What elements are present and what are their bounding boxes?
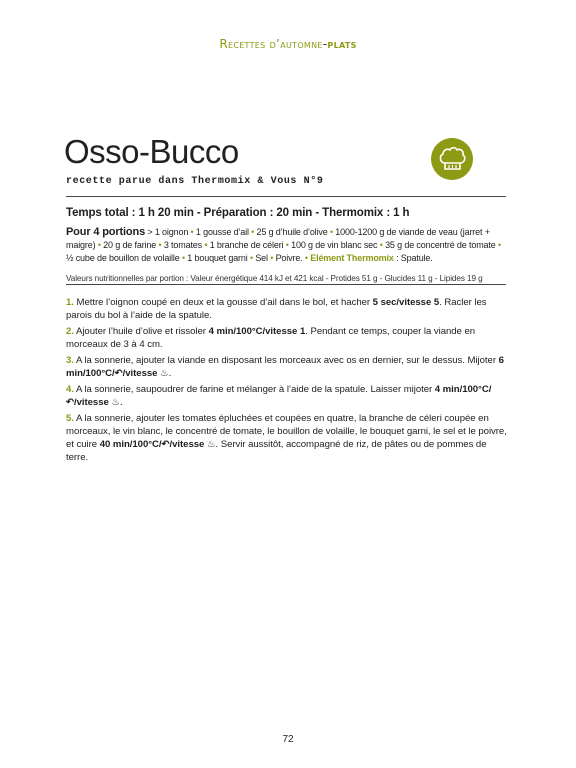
recipe-title: Osso-Bucco — [64, 133, 239, 170]
step-text: A la sonnerie, ajouter la viande en disposant les morceaux avec os en dernier, sur le dessus. Mijoter — [73, 355, 499, 366]
accessory-value: : Spatule. — [393, 253, 433, 263]
ingredient-item: 1000-1200 g de viande de veau (jarret + maigre) — [66, 227, 490, 250]
ingredient-item: 1 branche de céleri — [209, 240, 284, 250]
step-number: 2. — [66, 326, 74, 337]
ingredient-item: ½ cube de bouillon de volaille — [66, 253, 180, 263]
ingredient-bullet: • — [188, 227, 196, 237]
step-text: A la sonnerie, ajouter les tomates épluchées et coupées en quatre, la branche de céleri coupée en morceaux, le vin blanc, le concentré de tomate, le bouillon de volaille, le bouquet garni, le sel et le poivre, et cuire — [66, 413, 507, 450]
page-number: 72 — [282, 734, 294, 745]
running-header — [0, 37, 576, 51]
chef-hat-icon — [431, 138, 473, 180]
header-category: plats — [327, 37, 357, 51]
ingredient-item: 1 oignon — [154, 227, 189, 237]
step-text: . Racler les parois du bol à l’aide de la spatule. — [66, 297, 487, 321]
step-setting: 5 sec/vitesse 5 — [372, 297, 440, 308]
step-item — [66, 325, 509, 351]
ingredient-bullet: • — [202, 240, 210, 250]
step-setting: 4 min/100°C/vitesse 1 — [208, 326, 306, 337]
recipe-steps — [66, 296, 509, 467]
ingredient-item: Poivre. — [275, 253, 303, 263]
ingredient-bullet: • — [327, 227, 336, 237]
ingredient-item: 20 g de farine — [103, 240, 157, 250]
step-text: Mettre l’oignon coupé en deux et la gousse d’ail dans le bol, et hacher — [73, 297, 373, 308]
ingredient-bullet: • — [247, 253, 256, 263]
ingredient-bullet: • — [156, 240, 164, 250]
ingredient-item: 25 g d’huile d’olive — [256, 227, 328, 237]
step-text: . Pendant ce temps, couper la viande en morceaux de 3 à 4 cm. — [66, 326, 476, 350]
step-text: ♨. Servir aussitôt, accompagné de riz, de pâtes ou de pommes de terre. — [66, 439, 487, 463]
recipe-subtitle: recette parue dans Thermomix & Vous N°9 — [66, 176, 324, 187]
step-setting: 40 min/100°C/↶/vitesse — [99, 439, 207, 450]
recipe-meta — [66, 207, 508, 285]
ingredient-bullet: • — [179, 253, 188, 263]
ingredient-bullet: • — [267, 253, 276, 263]
portions-arrow: > — [145, 227, 155, 237]
ingredient-bullet: • — [283, 240, 292, 250]
meta-divider — [66, 284, 506, 285]
ingredient-item: 35 g de concentré de tomate — [385, 240, 496, 250]
title-divider — [66, 196, 506, 197]
step-text: ♨. — [111, 397, 123, 408]
step-number: 1. — [66, 297, 74, 308]
ingredients-list — [66, 226, 508, 265]
step-setting: 6 min/100°C/↶/vitesse — [66, 355, 504, 379]
step-text: Ajouter l’huile d’olive et rissoler — [73, 326, 209, 337]
step-setting: 4 min/100°C/↶/vitesse — [66, 384, 492, 408]
total-time: Temps total : 1 h 20 min - Préparation : 20 min - Thermomix : 1 h — [66, 207, 410, 219]
ingredient-bullet: • — [248, 227, 257, 237]
accessory-label: Elément Thermomix — [310, 253, 394, 263]
header-dash: - — [322, 37, 328, 51]
step-text: ♨. — [160, 368, 172, 379]
ingredient-bullet: • — [302, 253, 311, 263]
ingredient-bullet: • — [495, 240, 501, 250]
step-number: 3. — [66, 355, 74, 366]
portions-label: Pour 4 portions — [66, 226, 146, 238]
ingredient-item: 1 bouquet garni — [187, 253, 248, 263]
step-item — [66, 296, 509, 322]
ingredient-item: 100 g de vin blanc sec — [291, 240, 378, 250]
ingredient-bullet: • — [377, 240, 386, 250]
step-item — [66, 412, 509, 464]
ingredient-bullet: • — [95, 240, 104, 250]
step-number: 5. — [66, 413, 74, 424]
step-item — [66, 354, 509, 380]
step-item — [66, 383, 509, 409]
step-text: A la sonnerie, saupoudrer de farine et mélanger à l’aide de la spatule. Laisser mijoter — [73, 384, 435, 395]
ingredient-item: Sel — [255, 253, 268, 263]
header-section: Recettes d’automne — [219, 37, 323, 51]
ingredient-item: 3 tomates — [163, 240, 202, 250]
step-number: 4. — [66, 384, 74, 395]
nutrition-info: Valeurs nutritionnelles par portion : Valeur énergétique 414 kJ et 421 kcal - Protides 51 g - Glucides 11 g - Lipides 19 g — [66, 274, 483, 283]
ingredient-item: 1 gousse d’ail — [195, 227, 249, 237]
